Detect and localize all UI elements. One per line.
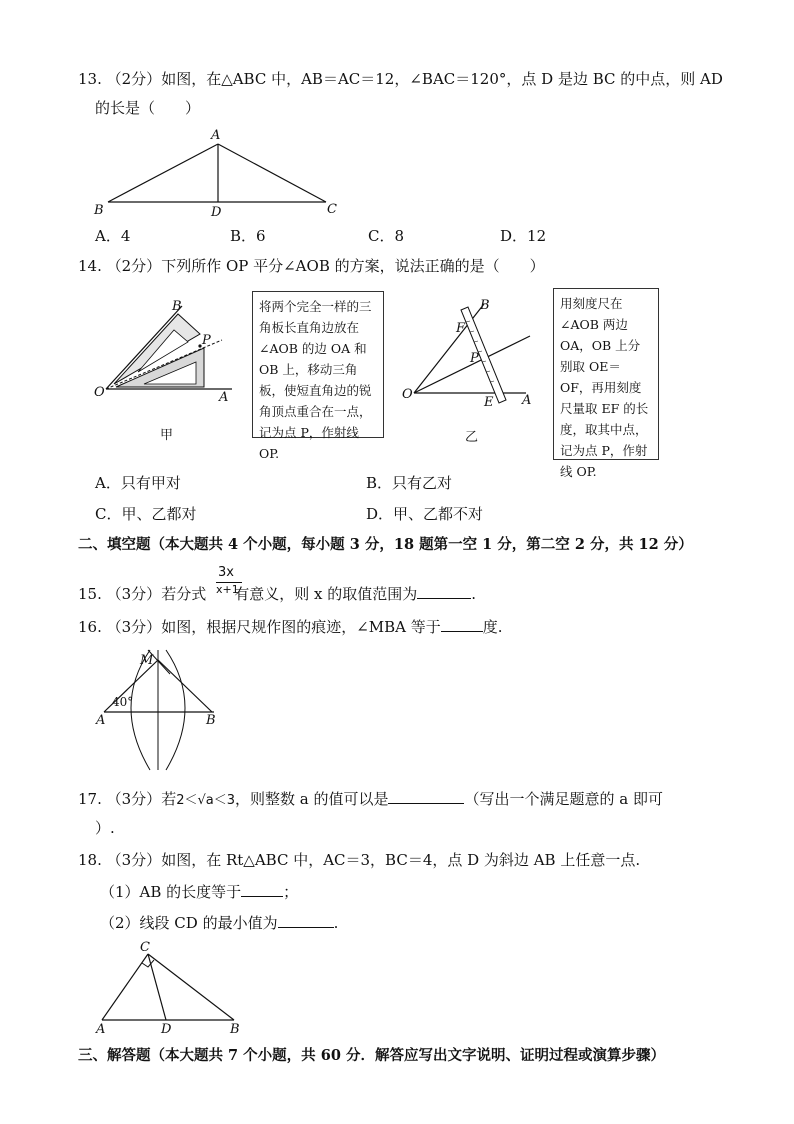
q14-score: （2分） — [106, 257, 162, 275]
q14-number: 14. — [78, 257, 102, 275]
q14-jia-label-O: O — [94, 385, 105, 400]
q18-stem — [78, 850, 640, 870]
q14-box-yi: 用刻度尺在∠AOB 两边 OA，OB 上分别取 OE＝OF，再用刻度尺量取 EF 的长度，取其中点，记为点 P，作射线 OP. — [553, 288, 659, 460]
q14-option-a[interactable]: A．只有甲对 — [95, 474, 181, 492]
q14-jia-label-A: A — [219, 390, 229, 405]
q14-yi-label-F: F — [456, 321, 466, 336]
section-2-heading: 二、填空题（本大题共 4 个小题，每小题 3 分，18 题第一空 1 分，第二空 2 分，共 12 分） — [78, 536, 693, 553]
q13-stem — [78, 69, 723, 89]
q15-number: 15. — [78, 585, 102, 603]
section-3-heading: 三、解答题（本大题共 7 个小题，共 60 分．解答应写出文字说明、证明过程或演算步骤） — [78, 1047, 665, 1064]
q14-jia-label-P: P — [202, 333, 211, 348]
q16-answer-blank[interactable] — [441, 617, 483, 632]
q18-number: 18. — [78, 851, 102, 869]
q18-label-A: A — [96, 1022, 106, 1037]
q16-text: 如图，根据尺规作图的痕迹，∠MBA 等于 — [161, 618, 441, 636]
q17-text-post: （写出一个满足题意的 a 即可 — [464, 790, 663, 808]
q18-sub1-text: （1）AB 的长度等于 — [100, 883, 242, 901]
q18-label-C: C — [140, 940, 150, 955]
q14-option-d[interactable]: D．甲、乙都不对 — [366, 505, 484, 523]
q14-box-jia: 将两个完全一样的三角板长直角边放在∠AOB 的边 OA 和 OB 上，移动三角板，使短直角边的锐角顶点重合在一点，记为点 P，作射线 OP. — [252, 291, 384, 438]
q15-text-end: . — [471, 585, 476, 603]
q18-score: （3分） — [106, 851, 162, 869]
q13-stem-cont: 的长是（ ） — [95, 99, 201, 117]
q18-sub2-blank[interactable] — [278, 913, 334, 928]
q14-yi-label-O: O — [402, 387, 413, 402]
q16-angle-label: 40° — [112, 695, 134, 709]
q17-answer-blank[interactable] — [388, 789, 464, 804]
q14-option-b[interactable]: B．只有乙对 — [366, 474, 453, 492]
q16-text-end: 度. — [482, 618, 503, 636]
q13-option-b[interactable]: B．6 — [230, 227, 266, 245]
q14-caption-yi: 乙 — [465, 430, 479, 445]
q14-yi-label-A: A — [522, 393, 532, 408]
q18-sub1-blank[interactable] — [241, 882, 283, 897]
q15-answer-blank[interactable] — [417, 584, 471, 599]
q14-text: 下列所作 OP 平分∠AOB 的方案，说法正确的是（ ） — [161, 257, 545, 275]
q18-sub2 — [100, 913, 338, 933]
q14-figure-yi — [398, 296, 548, 408]
q17-inequality: 2＜√a＜3 — [176, 793, 235, 808]
q13-option-d[interactable]: D．12 — [500, 227, 547, 245]
q14-caption-jia: 甲 — [160, 428, 174, 443]
q16-label-A: A — [96, 713, 106, 728]
q17-number: 17. — [78, 790, 102, 808]
q13-option-a[interactable]: A．4 — [95, 227, 131, 245]
q13-label-B: B — [94, 203, 104, 218]
q17-stem-cont: ）. — [95, 819, 115, 837]
q15-text-pre: 若分式 — [161, 585, 207, 603]
q16-label-B: B — [206, 713, 216, 728]
q16-number: 16. — [78, 618, 102, 636]
q13-label-C: C — [327, 202, 337, 217]
q15-numerator: 3x — [218, 565, 234, 580]
q14-yi-label-B: B — [480, 298, 490, 313]
q18-triangle-figure — [90, 938, 250, 1038]
q18-sub2-end: . — [333, 914, 339, 932]
q14-jia-label-B: B — [172, 299, 182, 314]
q17-text-mid: ，则整数 a 的值可以是 — [235, 790, 389, 808]
q13-triangle-figure — [90, 126, 350, 221]
q15-score: （3分） — [106, 585, 162, 603]
q18-sub1 — [100, 882, 298, 902]
q18-label-B: B — [230, 1022, 240, 1037]
q14-yi-label-E: E — [484, 395, 494, 408]
q16-stem — [78, 617, 503, 637]
q16-construction-figure — [90, 646, 230, 776]
q13-text: 如图，在△ABC 中，AB＝AC＝12，∠BAC＝120°，点 D 是边 BC 的中点，则 AD — [161, 70, 723, 88]
q14-stem — [78, 256, 545, 276]
q13-label-D: D — [211, 205, 222, 220]
q18-sub2-text: （2）线段 CD 的最小值为 — [100, 914, 278, 932]
q16-label-M: M — [140, 653, 154, 668]
q13-option-c[interactable]: C．8 — [368, 227, 405, 245]
q15-text-post: 有意义，则 x 的取值范围为 — [234, 585, 418, 603]
q13-number: 13. — [78, 70, 102, 88]
q15-denominator: x+1 — [216, 583, 239, 596]
q14-option-c[interactable]: C．甲、乙都对 — [95, 505, 197, 523]
q15-stem — [78, 584, 476, 604]
q16-score: （3分） — [106, 618, 162, 636]
q17-stem — [78, 789, 663, 811]
q13-score: （2分） — [106, 70, 162, 88]
q17-text-pre: 若 — [161, 790, 177, 808]
q14-figure-jia — [92, 296, 242, 408]
q17-score: （3分） — [106, 790, 162, 808]
q18-text: 如图，在 Rt△ABC 中，AC＝3，BC＝4，点 D 为斜边 AB 上任意一点. — [161, 851, 641, 869]
q14-yi-label-P: P — [470, 351, 479, 366]
q18-label-D: D — [161, 1022, 172, 1037]
q18-sub1-end: ； — [283, 883, 299, 901]
q13-label-A: A — [211, 128, 221, 143]
